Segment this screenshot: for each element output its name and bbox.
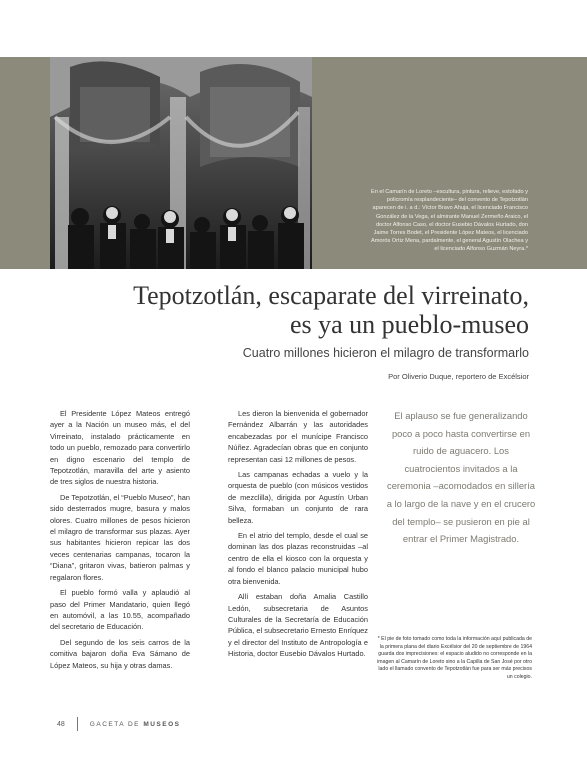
paragraph: Les dieron la bienvenida el gobernador Fernández Albarrán y las autoridades encabezadas por el munícipe Francisco Núñez. Agradecían obras que en conjunto representan casi 12 millones de pesos. [228, 409, 368, 464]
photo-illustration [50, 57, 312, 269]
column-1 [50, 408, 190, 675]
footnote: * El pie de foto tomado como toda la información aquí publicada de la primera plana del diario Excélsior del 20 de septiembre de 1964 guarda dos imprecisiones: el espacio aludido no corresponde en la imagen al Camarín de Loreto sino a la Capilla de San José por otro lado el llamado convento de Tepotzotlán fue para ser más precisos un colegio. [377, 636, 532, 680]
page-footer [57, 717, 181, 731]
article-title [59, 281, 529, 339]
photo-caption: En el Camarín de Loreto –escultura, pintura, relieve, estofado y policromía resplandeciente– del convento de Tepotzotlán aparecen de i. a d.: Víctor Bravo Ahuja, el licenciado Francisco González de la Vega, el almirante Manuel Zermeño Araico, el doctor Alfonso Caso, el doctor Eusebio Dávalos Hurtado, don Jaime Torres Bodet, el Presidente López Mateos, el licenciado Amorós Ortiz Mena, pardalmente, el general Agustín Olachea y el licenciado Alfonso Guzmán Neyra.* [370, 189, 528, 253]
publication-name [90, 721, 181, 728]
pull-quote: El aplauso se fue generalizando poco a poco hasta convertirse en ruido de aguacero. Los cuatrocientos invitados a la ceremonia –acomodados en sillería a lo largo de la nave y en el crucero del templo– se pusieron en pie al entrar el Primer Magistrado. [386, 410, 536, 545]
paragraph: Las campanas echadas a vuelo y la orquesta de pueblo (con músicos vestidos de mezclilla), dirigida por Agustín Urban Silva, formaban un conjunto de rara belleza. [228, 470, 368, 525]
paragraph: En el atrio del templo, desde el cual se dominan las dos plazas reconstruidas –al centro de ella el kiosco con la orquesta y al fondo el blanco palacio municipal hubo otra bienvenida. [228, 531, 368, 586]
page-number: 48 [57, 720, 65, 728]
byline: Por Oliverio Duque, reportero de Excélsior [388, 372, 529, 381]
paragraph: Allí estaban doña Amalia Castillo Ledón, subsecretaria de Asuntos Culturales de la Secretaría de Educación Pública, el subsecretario Ernesto Enríquez y el director del Instituto de Antropología e Historia, doctor Eusebio Dávalos Hurtado. [228, 592, 368, 659]
publication-prefix: GACETA DE [89, 720, 144, 728]
paragraph: Del segundo de los seis carros de la comitiva bajaron doña Eva Sámano de López Mateos, su hija y otras damas. [50, 637, 190, 670]
footer-divider [77, 717, 78, 731]
historic-photo [50, 57, 312, 269]
paragraph: De Tepotzotlán, el “Pueblo Museo”, han sido desterrados mugre, basura y malos olores. Cuatro millones de pesos hicieron el milagro de transformar sus plazas. Ayer sus habitantes hicieron repicar las dos veces centenarias campanas, tocaron la “Diana”, gritaron vivas, batieron palmas y regalaron flores. [50, 492, 190, 582]
title-line-1: Tepotzotlán, escaparate del virreinato, [133, 281, 529, 310]
column-2 [228, 408, 368, 664]
paragraph: El Presidente López Mateos entregó ayer a la Nación un museo más, el del Virreinato, instalado prácticamente en todo un pueblo, remozado para convertirlo en digno escenario del templo de Tepotzotlán, maravilla del arte y asiento de tres siglos de nuestra historia. [50, 409, 190, 487]
paragraph: El pueblo formó valla y aplaudió al paso del Primer Mandatario, quien llegó en automóvil, a las 10.55, acompañado del secretario de Educación. [50, 588, 190, 632]
title-line-2: es ya un pueblo-museo [289, 310, 529, 339]
publication-bold: MUSEOS [143, 720, 181, 728]
article-subtitle: Cuatro millones hicieron el milagro de transformarlo [242, 346, 529, 360]
